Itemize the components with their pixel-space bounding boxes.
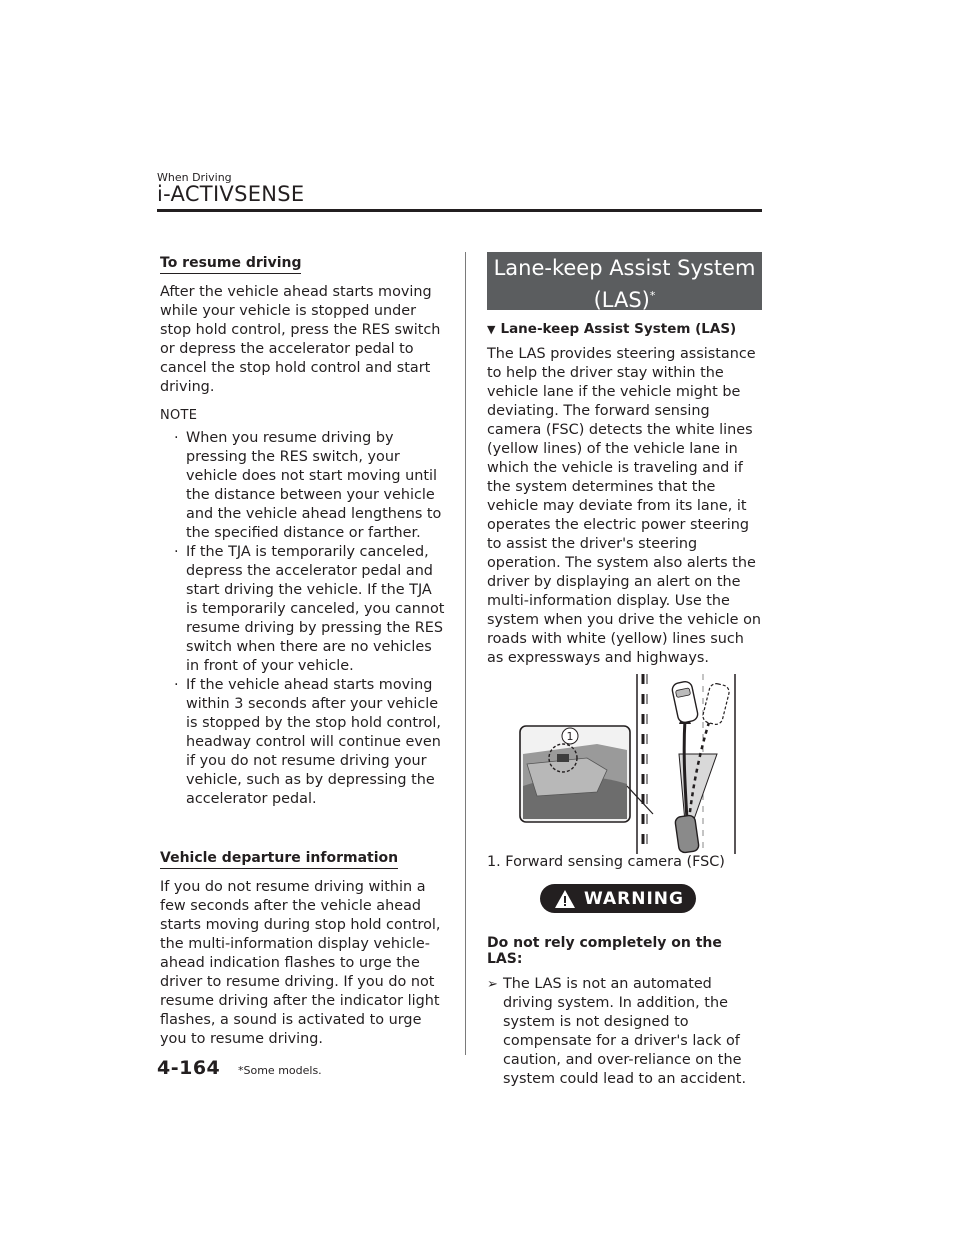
own-car-icon xyxy=(675,815,700,853)
bullet-icon: · xyxy=(174,677,179,693)
resume-heading: To resume driving xyxy=(160,255,301,274)
las-title-line2: (LAS) xyxy=(593,288,650,312)
note-item xyxy=(160,429,445,543)
las-intro: The LAS provides steering assistance to help the driver stay within the vehicle lane if the vehicle might be deviating. The forward sensing camera (FSC) detects the white lines (yellow lines) of the vehicle lane in which the vehicle is traveling and if the system determines that the vehicle may deviate from its lane, it operates the electric power steering to assist the driver's steering operation. The system also alerts the driver by displaying an alert on the multi-information display. Use the system when you drive the vehicle on roads with white (yellow) lines such as expressways and highways. xyxy=(487,346,761,666)
las-title-line1: Lane-keep Assist System xyxy=(493,256,756,280)
note-text: When you resume driving by pressing the RES switch, your vehicle does not start moving until the distance between your vehicle and the vehicle ahead lengthens to the specified distance or farther. xyxy=(186,430,442,541)
header-rule xyxy=(157,209,762,212)
note-label: NOTE xyxy=(160,408,198,423)
left-column xyxy=(160,252,445,1049)
warning-icon xyxy=(554,889,576,909)
warning-item xyxy=(487,975,762,1089)
chapter-label: When Driving xyxy=(157,171,232,184)
warning-badge xyxy=(540,884,696,913)
warning-title: Do not rely completely on the LAS: xyxy=(487,935,722,967)
bullet-icon: · xyxy=(174,544,179,560)
las-subheading: Lane-keep Assist System (LAS) xyxy=(500,321,737,337)
note-text: If the TJA is temporarily canceled, depress the accelerator pedal and start driving the vehicle. If the TJA is temporarily canceled, you cannot resume driving by pressing the RES switch when there are no vehicles in front of your vehicle. xyxy=(186,544,445,674)
section-title: i-ACTIVSENSE xyxy=(157,182,305,206)
warning-list xyxy=(487,975,762,1089)
page-number: 4-164 xyxy=(157,1057,221,1079)
las-illustration xyxy=(487,674,762,854)
camera-inset xyxy=(520,726,653,822)
note-list xyxy=(160,429,445,809)
bullet-icon: · xyxy=(174,430,179,446)
footnote: *Some models. xyxy=(238,1064,322,1077)
right-column xyxy=(487,252,762,1089)
triangle-down-icon: ▼ xyxy=(487,323,496,336)
resume-text: After the vehicle ahead starts moving while your vehicle is stopped under stop hold control, press the RES switch or depress the accelerator pedal to cancel the stop hold control and start driving. xyxy=(160,284,441,395)
las-subheading-row xyxy=(487,321,762,337)
warning-label: WARNING xyxy=(584,888,684,909)
warning-text: The LAS is not an automated driving system. In addition, the system is not designed to compensate for a driver's lack of caution, and over-reliance on the system could lead to an accident. xyxy=(503,976,747,1087)
note-item xyxy=(160,676,445,809)
arrow-bullet-icon: ➢ xyxy=(487,977,498,992)
figure-caption: 1. Forward sensing camera (FSC) xyxy=(487,854,725,870)
callout-number: 1 xyxy=(566,730,574,743)
note-item xyxy=(160,543,445,676)
departure-text: If you do not resume driving within a few seconds after the vehicle ahead starts moving during stop hold control, the multi-information display vehicle-ahead indication flashes to urge the driver to resume driving. If you do not resume driving after the indicator light flashes, a sound is activated to urge you to resume driving. xyxy=(160,879,441,1047)
road-diagram xyxy=(635,674,743,854)
las-title-box xyxy=(487,252,762,310)
column-divider xyxy=(465,252,466,1055)
some-models-mark: * xyxy=(649,289,656,302)
departure-heading: Vehicle departure information xyxy=(160,850,398,869)
note-text: If the vehicle ahead starts moving within 3 seconds after your vehicle is stopped by the stop hold control, headway control will continue even if you do not resume driving your vehicle, such as by depressing the accelerator pedal. xyxy=(186,677,442,807)
